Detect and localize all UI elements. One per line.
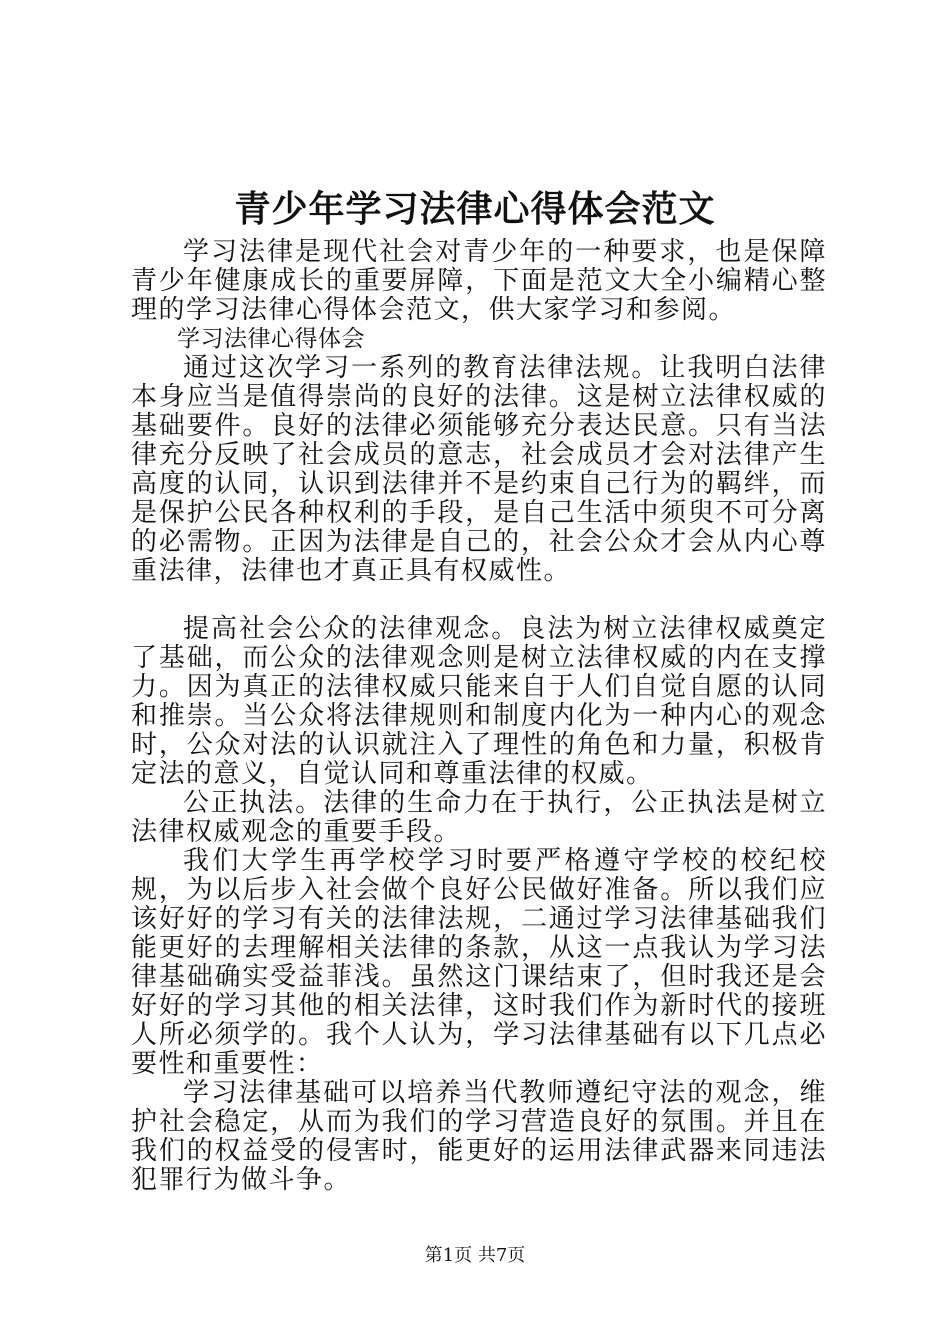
- body-paragraph: 通过这次学习一系列的教育法律法规。让我明白法律本身应当是值得崇尚的良好的法律。这是树立法律权威的基础要件。良好的法律必须能够充分表达民意。只有当法律充分反映了社会成员的意志，社会成员才会对法律产生高度的认同，认识到法律并不是约束自己行为的羁绊，而是保护公民各种权利的手段，是自己生活中须臾不可分离的必需物。正因为法律是自己的，社会公众才会从内心尊重法律，法律也才真正具有权威性。: [131, 353, 827, 586]
- body-paragraph: 我们大学生再学校学习时要严格遵守学校的校纪校规，为以后步入社会做个良好公民做好准备。所以我们应该好好的学习有关的法律法规，二通过学习法律基础我们能更好的去理解相关法律的条款，从这一点我认为学习法律基础确实受益菲浅。虽然这门课结束了，但时我还是会好好的学习其他的相关法律，这时我们作为新时代的接班人所必须学的。我个人认为，学习法律基础有以下几点必要性和重要性：: [131, 846, 827, 1079]
- document-title: 青少年学习法律心得体会范文: [234, 188, 716, 230]
- section-heading: 学习法律心得体会: [177, 326, 365, 352]
- body-paragraph: 提高社会公众的法律观念。良法为树立法律权威奠定了基础，而公众的法律观念则是树立法律权威的内在支撑力。因为真正的法律权威只能来自于人们自觉自愿的认同和推崇。当公众将法律规则和制度内化为一种内心的观念时，公众对法的认识就注入了理性的角色和力量，积极肯定法的意义，自觉认同和尊重法律的权威。: [131, 614, 827, 789]
- document-body: [131, 238, 827, 1195]
- body-paragraph: 公正执法。法律的生命力在于执行，公正执法是树立法律权威观念的重要手段。: [131, 788, 827, 847]
- page-indicator: 第1页 共7页: [424, 1245, 526, 1266]
- intro-paragraph: 学习法律是现代社会对青少年的一种要求，也是保障青少年健康成长的重要屏障，下面是范文大全小编精心整理的学习法律心得体会范文，供大家学习和参阅。: [131, 237, 827, 325]
- body-paragraph: 学习法律基础可以培养当代教师遵纪守法的观念，维护社会稳定，从而为我们的学习营造良好的氛围。并且在我们的权益受的侵害时，能更好的运用法律武器来同违法犯罪行为做斗争。: [131, 1078, 827, 1195]
